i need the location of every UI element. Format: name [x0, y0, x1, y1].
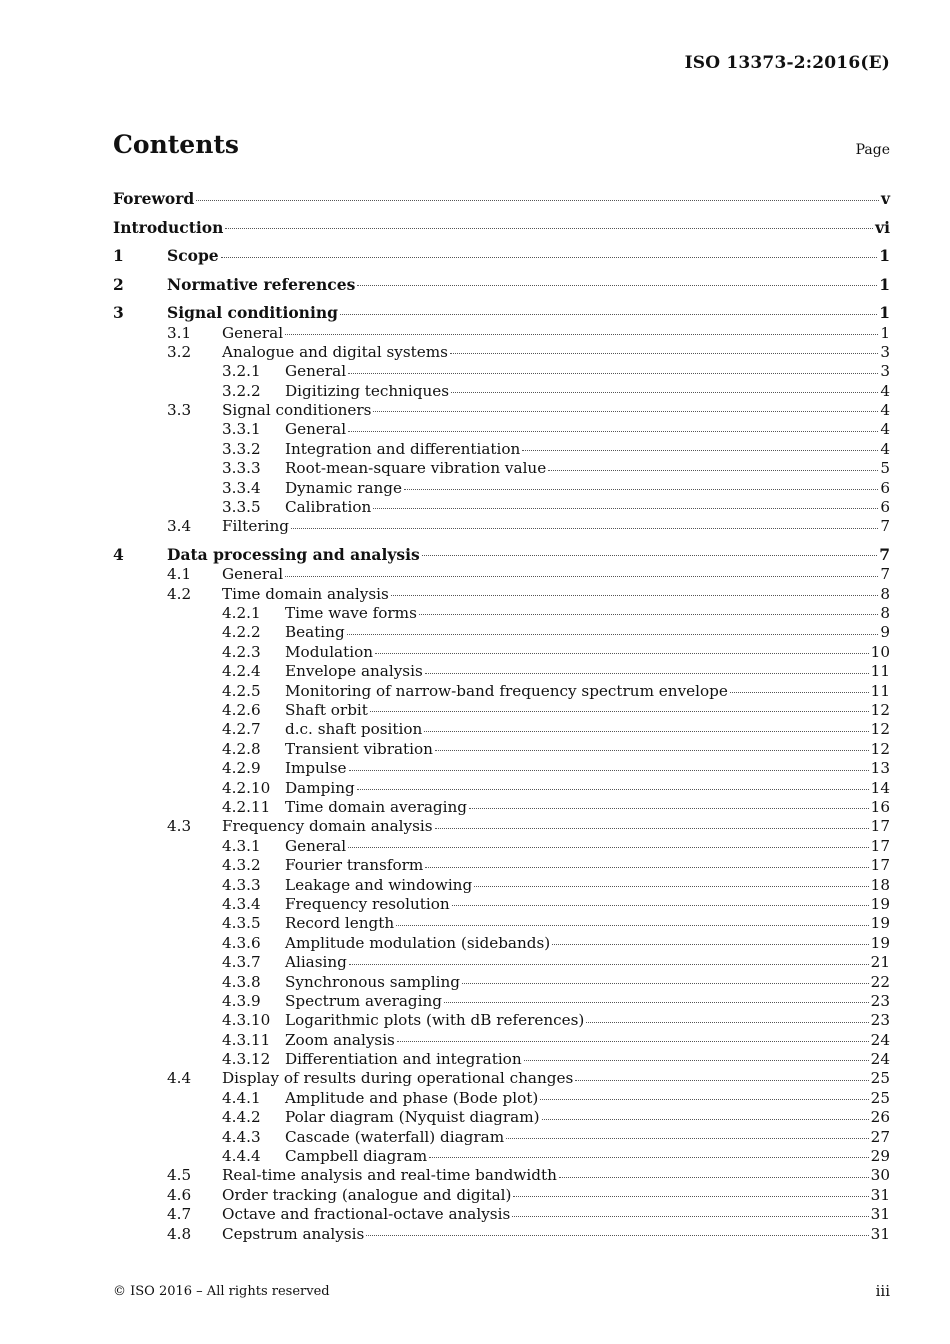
- toc-entry-number: 4.4: [167, 1069, 192, 1088]
- toc-entry[interactable]: [113, 876, 890, 895]
- toc-entry-title: Signal conditioning: [167, 303, 338, 322]
- toc-entry-number: 3: [113, 303, 124, 322]
- dot-leader: [522, 449, 878, 451]
- toc-entry-number: 4.3.12: [222, 1050, 271, 1069]
- dot-leader: [730, 691, 869, 693]
- toc-entry-title: Damping: [285, 778, 355, 797]
- dot-leader: [450, 352, 878, 354]
- dot-leader: [462, 982, 869, 984]
- dot-leader: [425, 866, 868, 868]
- toc-entry[interactable]: [113, 214, 890, 243]
- toc-entry[interactable]: [113, 1050, 890, 1069]
- dot-leader: [444, 1001, 869, 1003]
- dot-leader: [357, 788, 869, 790]
- toc-entry[interactable]: [113, 1128, 890, 1147]
- toc-entry-page: 29: [870, 1147, 890, 1166]
- toc-entry-title: Aliasing: [285, 953, 347, 972]
- toc-entry-number: 4.4.3: [222, 1127, 261, 1146]
- toc-entry-title: Transient vibration: [285, 739, 433, 758]
- toc-entry-number: 4.3.6: [222, 933, 261, 952]
- toc-entry-number: 4.2.3: [222, 642, 261, 661]
- dot-leader: [391, 594, 879, 596]
- dot-leader: [348, 372, 878, 374]
- toc-entry[interactable]: [113, 1011, 890, 1030]
- dot-leader: [540, 1098, 868, 1100]
- toc-entry-number: 3.3.4: [222, 478, 261, 497]
- toc-entry[interactable]: [113, 1108, 890, 1127]
- toc-entry-number: 4.3.7: [222, 953, 261, 972]
- toc-entry[interactable]: [113, 459, 890, 478]
- toc-entry-number: 3.2.2: [222, 381, 261, 400]
- toc-entry-page: 7: [880, 565, 890, 584]
- toc-entry-number: 4.2.1: [222, 604, 261, 623]
- toc-entry-title: Octave and fractional-octave analysis: [222, 1205, 511, 1224]
- toc-entry-title: General: [222, 323, 284, 342]
- dot-leader: [285, 575, 878, 577]
- toc-entry-number: 4.2.6: [222, 701, 261, 720]
- dot-leader: [559, 1176, 869, 1178]
- toc-entry-title: Monitoring of narrow-band frequency spectrum envelope: [285, 681, 728, 700]
- toc-entry-number: 3.3: [167, 401, 192, 420]
- dot-leader: [586, 1021, 868, 1023]
- toc-entry-page: 7: [880, 517, 890, 536]
- dot-leader: [340, 313, 877, 315]
- dot-leader: [373, 410, 878, 412]
- toc-entry[interactable]: [113, 1147, 890, 1166]
- toc-entry-page: 9: [880, 623, 890, 642]
- toc-entry-page: 31: [870, 1205, 890, 1224]
- toc-entry-number: 4.2.2: [222, 623, 261, 642]
- toc-entry[interactable]: [113, 565, 890, 584]
- toc-entry-page: 24: [870, 1030, 890, 1049]
- toc-entry[interactable]: [113, 798, 890, 817]
- toc-entry-page: 3: [880, 342, 890, 361]
- dot-leader: [435, 827, 869, 829]
- toc-entry-page: 22: [870, 972, 890, 991]
- toc-entry-title: Zoom analysis: [285, 1030, 395, 1049]
- toc-entry-title: Dynamic range: [285, 478, 402, 497]
- toc-entry-page: 8: [880, 604, 890, 623]
- toc-entry[interactable]: [113, 1031, 890, 1050]
- toc-entry[interactable]: [113, 779, 890, 798]
- toc-entry-number: 4.3.10: [222, 1011, 271, 1030]
- toc-entry-page: 19: [870, 894, 890, 913]
- toc-entry-number: 4.3.2: [222, 856, 261, 875]
- toc-entry-title: General: [285, 420, 347, 439]
- toc-entry-page: 25: [870, 1088, 890, 1107]
- toc-entry-number: 4: [113, 544, 124, 564]
- toc-entry-page: 17: [870, 817, 890, 836]
- toc-entry-title: Cascade (waterfall) diagram: [285, 1127, 505, 1146]
- dot-leader: [348, 430, 878, 432]
- toc-entry-number: 4.4.2: [222, 1108, 261, 1127]
- toc-entry-title: Fourier transform: [285, 856, 424, 875]
- toc-entry[interactable]: [113, 953, 890, 972]
- toc-entry-page: vi: [875, 217, 890, 237]
- toc-entry-title: Spectrum averaging: [285, 991, 443, 1010]
- toc-entry[interactable]: [113, 242, 890, 271]
- table-of-contents: [113, 185, 890, 1244]
- dot-leader: [225, 227, 873, 229]
- dot-leader: [221, 256, 878, 258]
- toc-entry[interactable]: [113, 1205, 890, 1224]
- toc-entry-page: 1: [879, 246, 890, 265]
- toc-entry[interactable]: [113, 498, 890, 517]
- toc-entry-number: 4.7: [167, 1205, 192, 1224]
- toc-entry[interactable]: [113, 362, 890, 381]
- toc-entry-number: 4.2.5: [222, 681, 261, 700]
- toc-entry-number: 4.2.10: [222, 778, 271, 797]
- toc-entry-number: 4.4.4: [222, 1147, 261, 1166]
- toc-entry-title: General: [222, 565, 284, 584]
- toc-entry[interactable]: [113, 440, 890, 459]
- toc-entry-number: 4.3.1: [222, 836, 261, 855]
- toc-entry-page: 18: [870, 875, 890, 894]
- toc-entry-number: 4.8: [167, 1224, 192, 1243]
- toc-entry-page: 27: [870, 1127, 890, 1146]
- toc-entry-title: Normative references: [167, 274, 356, 294]
- toc-entry-number: 4.4.1: [222, 1088, 261, 1107]
- toc-entry-title: Record length: [285, 914, 395, 933]
- dot-leader: [370, 710, 869, 712]
- toc-entry-title: Order tracking (analogue and digital): [222, 1185, 512, 1204]
- toc-entry-title: Digitizing techniques: [285, 381, 450, 400]
- contents-title: Contents: [113, 130, 240, 159]
- toc-entry-number: 4.3.9: [222, 991, 261, 1010]
- toc-entry-number: 4.3: [167, 817, 192, 836]
- page-number: iii: [875, 1282, 890, 1300]
- toc-entry-title: Display of results during operational changes: [222, 1069, 574, 1088]
- dot-leader: [396, 924, 869, 926]
- toc-entry-page: 4: [880, 439, 890, 458]
- toc-entry[interactable]: [113, 1225, 890, 1244]
- toc-entry[interactable]: [113, 517, 890, 536]
- toc-entry-title: Modulation: [285, 642, 373, 661]
- document-id-header: ISO 13373-2:2016(E): [684, 53, 890, 73]
- toc-entry-page: 4: [880, 381, 890, 400]
- toc-entry-title: Time domain averaging: [285, 797, 468, 816]
- toc-entry-page: 31: [870, 1224, 890, 1243]
- toc-entry[interactable]: [113, 643, 890, 662]
- copyright-footer: © ISO 2016 – All rights reserved: [113, 1284, 330, 1299]
- dot-leader: [357, 284, 877, 286]
- dot-leader: [548, 469, 878, 471]
- toc-entry-page: 17: [870, 856, 890, 875]
- toc-entry-number: 4.3.8: [222, 972, 261, 991]
- toc-entry-number: 4.2.7: [222, 720, 261, 739]
- toc-entry[interactable]: [113, 895, 890, 914]
- toc-entry[interactable]: [113, 623, 890, 642]
- toc-entry[interactable]: [113, 914, 890, 933]
- toc-entry[interactable]: [113, 740, 890, 759]
- toc-entry-number: 2: [113, 274, 124, 294]
- dot-leader: [422, 554, 877, 556]
- toc-entry-page: 6: [880, 498, 890, 517]
- toc-entry-title: Frequency domain analysis: [222, 817, 433, 836]
- toc-entry-title: Polar diagram (Nyquist diagram): [285, 1108, 540, 1127]
- toc-entry[interactable]: [113, 837, 890, 856]
- toc-entry-title: Real-time analysis and real-time bandwidth: [222, 1166, 557, 1185]
- dot-leader: [291, 527, 878, 529]
- toc-entry-page: 5: [880, 459, 890, 478]
- dot-leader: [347, 633, 879, 635]
- toc-entry-page: 4: [880, 401, 890, 420]
- toc-entry-page: 1: [879, 274, 890, 294]
- toc-entry-page: 31: [870, 1185, 890, 1204]
- toc-entry-title: Time wave forms: [285, 604, 417, 623]
- toc-entry[interactable]: [113, 324, 890, 343]
- toc-entry-page: 12: [870, 701, 890, 720]
- toc-entry-page: 14: [870, 778, 890, 797]
- toc-entry-number: 4.5: [167, 1166, 192, 1185]
- toc-entry-number: 4.3.4: [222, 894, 261, 913]
- toc-entry-number: 4.2.8: [222, 739, 261, 758]
- toc-entry[interactable]: [113, 934, 890, 953]
- toc-entry-title: Synchronous sampling: [285, 972, 460, 991]
- toc-entry[interactable]: [113, 701, 890, 720]
- toc-entry-page: 7: [879, 544, 890, 564]
- toc-entry-title: Analogue and digital systems: [222, 342, 448, 361]
- dot-leader: [552, 943, 868, 945]
- toc-entry-page: 26: [870, 1108, 890, 1127]
- dot-leader: [348, 846, 869, 848]
- dot-leader: [366, 1234, 868, 1236]
- dot-leader: [196, 199, 879, 201]
- toc-entry[interactable]: [113, 185, 890, 214]
- toc-entry-title: Envelope analysis: [285, 662, 423, 681]
- page-column-label: Page: [855, 142, 890, 158]
- toc-entry[interactable]: [113, 720, 890, 739]
- toc-entry-number: 3.2.1: [222, 362, 261, 381]
- toc-entry-page: 6: [880, 478, 890, 497]
- toc-entry-title: Differentiation and integration: [285, 1050, 522, 1069]
- toc-entry-title: Filtering: [222, 517, 289, 536]
- toc-entry[interactable]: [113, 479, 890, 498]
- dot-leader: [524, 1059, 869, 1061]
- toc-entry-title: Frequency resolution: [285, 894, 450, 913]
- toc-entry[interactable]: [113, 662, 890, 681]
- toc-entry-title: Integration and differentiation: [285, 439, 521, 458]
- toc-entry[interactable]: [113, 343, 890, 362]
- toc-entry-page: 19: [870, 933, 890, 952]
- toc-entry[interactable]: [113, 682, 890, 701]
- toc-entry[interactable]: [113, 401, 890, 420]
- toc-entry-number: 3.3.2: [222, 439, 261, 458]
- toc-entry-number: 4.3.5: [222, 914, 261, 933]
- dot-leader: [424, 730, 868, 732]
- dot-leader: [397, 1040, 869, 1042]
- toc-entry-title: Cepstrum analysis: [222, 1224, 365, 1243]
- toc-entry-number: 4.3.11: [222, 1030, 271, 1049]
- toc-entry-number: 3.3.3: [222, 459, 261, 478]
- toc-entry[interactable]: [113, 271, 890, 300]
- dot-leader: [429, 1156, 869, 1158]
- dot-leader: [512, 1215, 868, 1217]
- toc-entry-page: 12: [870, 720, 890, 739]
- toc-entry[interactable]: [113, 604, 890, 623]
- toc-entry-title: Root-mean-square vibration value: [285, 459, 547, 478]
- toc-entry[interactable]: [113, 1166, 890, 1185]
- dot-leader: [452, 904, 869, 906]
- toc-entry-page: 11: [870, 662, 890, 681]
- toc-entry[interactable]: [113, 1089, 890, 1108]
- toc-entry-page: 12: [870, 739, 890, 758]
- dot-leader: [419, 613, 878, 615]
- dot-leader: [425, 672, 869, 674]
- toc-entry[interactable]: [113, 817, 890, 836]
- toc-entry-title: General: [285, 836, 347, 855]
- toc-entry-page: 25: [870, 1069, 890, 1088]
- toc-entry-number: 4.6: [167, 1185, 192, 1204]
- toc-entry[interactable]: [113, 382, 890, 401]
- toc-entry[interactable]: [113, 585, 890, 604]
- toc-entry[interactable]: [113, 759, 890, 778]
- toc-entry-page: 17: [870, 836, 890, 855]
- toc-entry-page: 30: [870, 1166, 890, 1185]
- toc-entry-page: 23: [870, 1011, 890, 1030]
- toc-entry-title: Leakage and windowing: [285, 875, 473, 894]
- dot-leader: [373, 507, 878, 509]
- toc-entry-page: 23: [870, 991, 890, 1010]
- toc-entry[interactable]: [113, 420, 890, 439]
- toc-entry-page: 24: [870, 1050, 890, 1069]
- toc-entry-page: 19: [870, 914, 890, 933]
- toc-entry-page: 8: [880, 584, 890, 603]
- toc-entry-page: 1: [879, 303, 890, 322]
- toc-entry[interactable]: [113, 992, 890, 1011]
- toc-entry-page: 1: [880, 323, 890, 342]
- toc-entry-title: Amplitude and phase (Bode plot): [285, 1088, 539, 1107]
- dot-leader: [285, 333, 878, 335]
- toc-entry-number: 4.1: [167, 565, 192, 584]
- dot-leader: [349, 963, 869, 965]
- toc-entry-number: 4.2: [167, 584, 192, 603]
- toc-entry-title: Data processing and analysis: [167, 544, 420, 564]
- toc-entry[interactable]: [113, 1186, 890, 1205]
- dot-leader: [375, 652, 869, 654]
- toc-entry-page: 11: [870, 681, 890, 700]
- toc-entry[interactable]: [113, 973, 890, 992]
- dot-leader: [404, 488, 878, 490]
- toc-entry-number: 3.1: [167, 323, 192, 342]
- toc-entry-title: Beating: [285, 623, 345, 642]
- dot-leader: [513, 1195, 868, 1197]
- toc-entry[interactable]: [113, 856, 890, 875]
- toc-entry-title: Signal conditioners: [222, 401, 372, 420]
- toc-entry-title: d.c. shaft position: [285, 720, 423, 739]
- toc-entry-number: 3.4: [167, 517, 192, 536]
- toc-entry-title: Introduction: [113, 217, 224, 237]
- dot-leader: [435, 749, 869, 751]
- toc-entry-page: 13: [870, 759, 890, 778]
- toc-entry-number: 3.2: [167, 342, 192, 361]
- toc-entry-page: v: [880, 189, 890, 208]
- toc-entry-page: 4: [880, 420, 890, 439]
- dot-leader: [474, 885, 868, 887]
- toc-entry-page: 10: [870, 642, 890, 661]
- dot-leader: [451, 391, 878, 393]
- dot-leader: [575, 1079, 868, 1081]
- toc-entry-title: Calibration: [285, 498, 372, 517]
- toc-entry-title: General: [285, 362, 347, 381]
- toc-entry-title: Amplitude modulation (sidebands): [285, 933, 551, 952]
- dot-leader: [542, 1118, 869, 1120]
- toc-entry-title: Foreword: [113, 189, 195, 208]
- toc-entry-title: Shaft orbit: [285, 701, 368, 720]
- toc-entry-number: 1: [113, 246, 124, 265]
- toc-entry-title: Time domain analysis: [222, 584, 389, 603]
- toc-entry-page: 21: [870, 953, 890, 972]
- toc-entry-page: 16: [870, 797, 890, 816]
- toc-entry-title: Campbell diagram: [285, 1147, 428, 1166]
- dot-leader: [349, 769, 869, 771]
- dot-leader: [506, 1137, 869, 1139]
- toc-entry-number: 3.3.1: [222, 420, 261, 439]
- toc-entry-number: 4.2.9: [222, 759, 261, 778]
- toc-entry-title: Scope: [167, 246, 219, 265]
- toc-entry-number: 3.3.5: [222, 498, 261, 517]
- toc-entry-title: Impulse: [285, 759, 347, 778]
- toc-entry[interactable]: [113, 1069, 890, 1088]
- toc-entry-title: Logarithmic plots (with dB references): [285, 1011, 585, 1030]
- toc-entry-number: 4.3.3: [222, 875, 261, 894]
- toc-entry-number: 4.2.11: [222, 797, 271, 816]
- dot-leader: [469, 807, 869, 809]
- toc-entry-number: 4.2.4: [222, 662, 261, 681]
- toc-entry-page: 3: [880, 362, 890, 381]
